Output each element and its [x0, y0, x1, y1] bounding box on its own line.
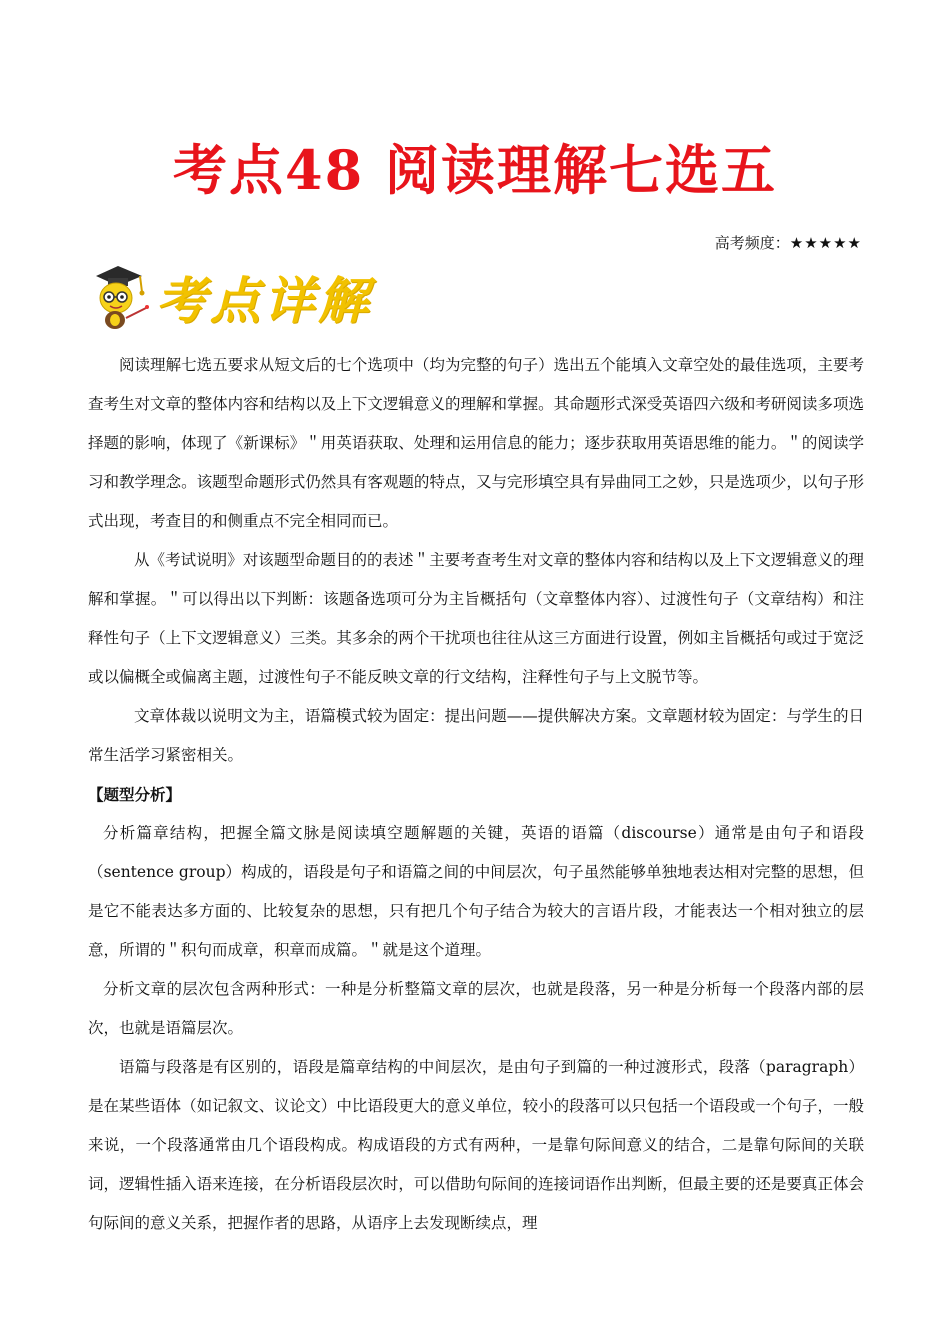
paragraph-structure-analysis: 分析篇章结构，把握全篇文脉是阅读填空题解题的关键，英语的语篇（discourse）通常是由句子和语段（sentence group）构成的，语段是句子和语篇之间的中间层次，句子虽然能够单独地表达相对完整的思想，但是它不能表达多方面的、比较复杂的思想，只有把几个句子结合为较大的言语片段，才能表达一个相对独立的层意，所谓的＂积句而成章，积章而成篇。＂就是这个道理。	[88, 824, 864, 959]
paragraph-layers: 分析文章的层次包含两种形式：一种是分析整篇文章的层次，也就是段落，另一种是分析每一个段落内部的层次，也就是语篇层次。	[88, 980, 864, 1037]
frequency-stars: ★★★★★	[789, 234, 862, 252]
section-heading-analysis: 【题型分析】	[88, 785, 182, 804]
graduate-mascot-icon	[88, 262, 150, 332]
section-banner	[88, 262, 372, 332]
paragraph-discourse-vs-paragraph: 语篇与段落是有区别的，语段是篇章结构的中间层次，是由句子到篇的一种过渡形式，段落（paragraph）是在某些语体（如记叙文、议论文）中比语段更大的意义单位，较小的段落可以只包括一个语段或一个句子，一般来说，一个段落通常由几个语段构成。构成语段的方式有两种，一是靠句际间意义的结合，二是靠句际间的关联词，逻辑性插入语来连接，在分析语段层次时，可以借助句际间的连接词语作出判断，但最主要的还是要真正体会句际间的意义关系，把握作者的思路，从语序上去发现断续点，理	[88, 1058, 864, 1232]
frequency-label: 高考频度：	[714, 234, 790, 252]
paragraph-intro: 阅读理解七选五要求从短文后的七个选项中（均为完整的句子）选出五个能填入文章空处的最佳选项，主要考查考生对文章的整体内容和结构以及上下文逻辑意义的理解和掌握。其命题形式深受英语四六级和考研阅读多项选择题的影响，体现了《新课标》＂用英语获取、处理和运用信息的能力；逐步获取用英语思维的能力。＂的阅读学习和教学理念。该题型命题形式仍然具有客观题的特点，又与完形填空具有异曲同工之妙，只是选项少，以句子形式出现，考查目的和侧重点不完全相同而已。	[88, 356, 864, 530]
page-title: 考点48 阅读理解七选五	[173, 138, 777, 202]
paragraph-exam-description: 从《考试说明》对该题型命题目的的表述＂主要考查考生对文章的整体内容和结构以及上下文逻辑意义的理解和掌握。＂可以得出以下判断：该题备选项可分为主旨概括句（文章整体内容）、过渡性句子（文章结构）和注释性句子（上下文逻辑意义）三类。其多余的两个干扰项也往往从这三方面进行设置，例如主旨概括句或过于宽泛或以偏概全或偏离主题，过渡性句子不能反映文章的行文结构，注释性句子与上文脱节等。	[88, 551, 864, 686]
document-body	[88, 346, 864, 1243]
banner-heading: 考点详解	[156, 271, 372, 330]
exam-frequency	[715, 232, 862, 253]
paragraph-genre: 文章体裁以说明文为主，语篇模式较为固定：提出问题——提供解决方案。文章题材较为固定：与学生的日常生活学习紧密相关。	[88, 707, 864, 764]
